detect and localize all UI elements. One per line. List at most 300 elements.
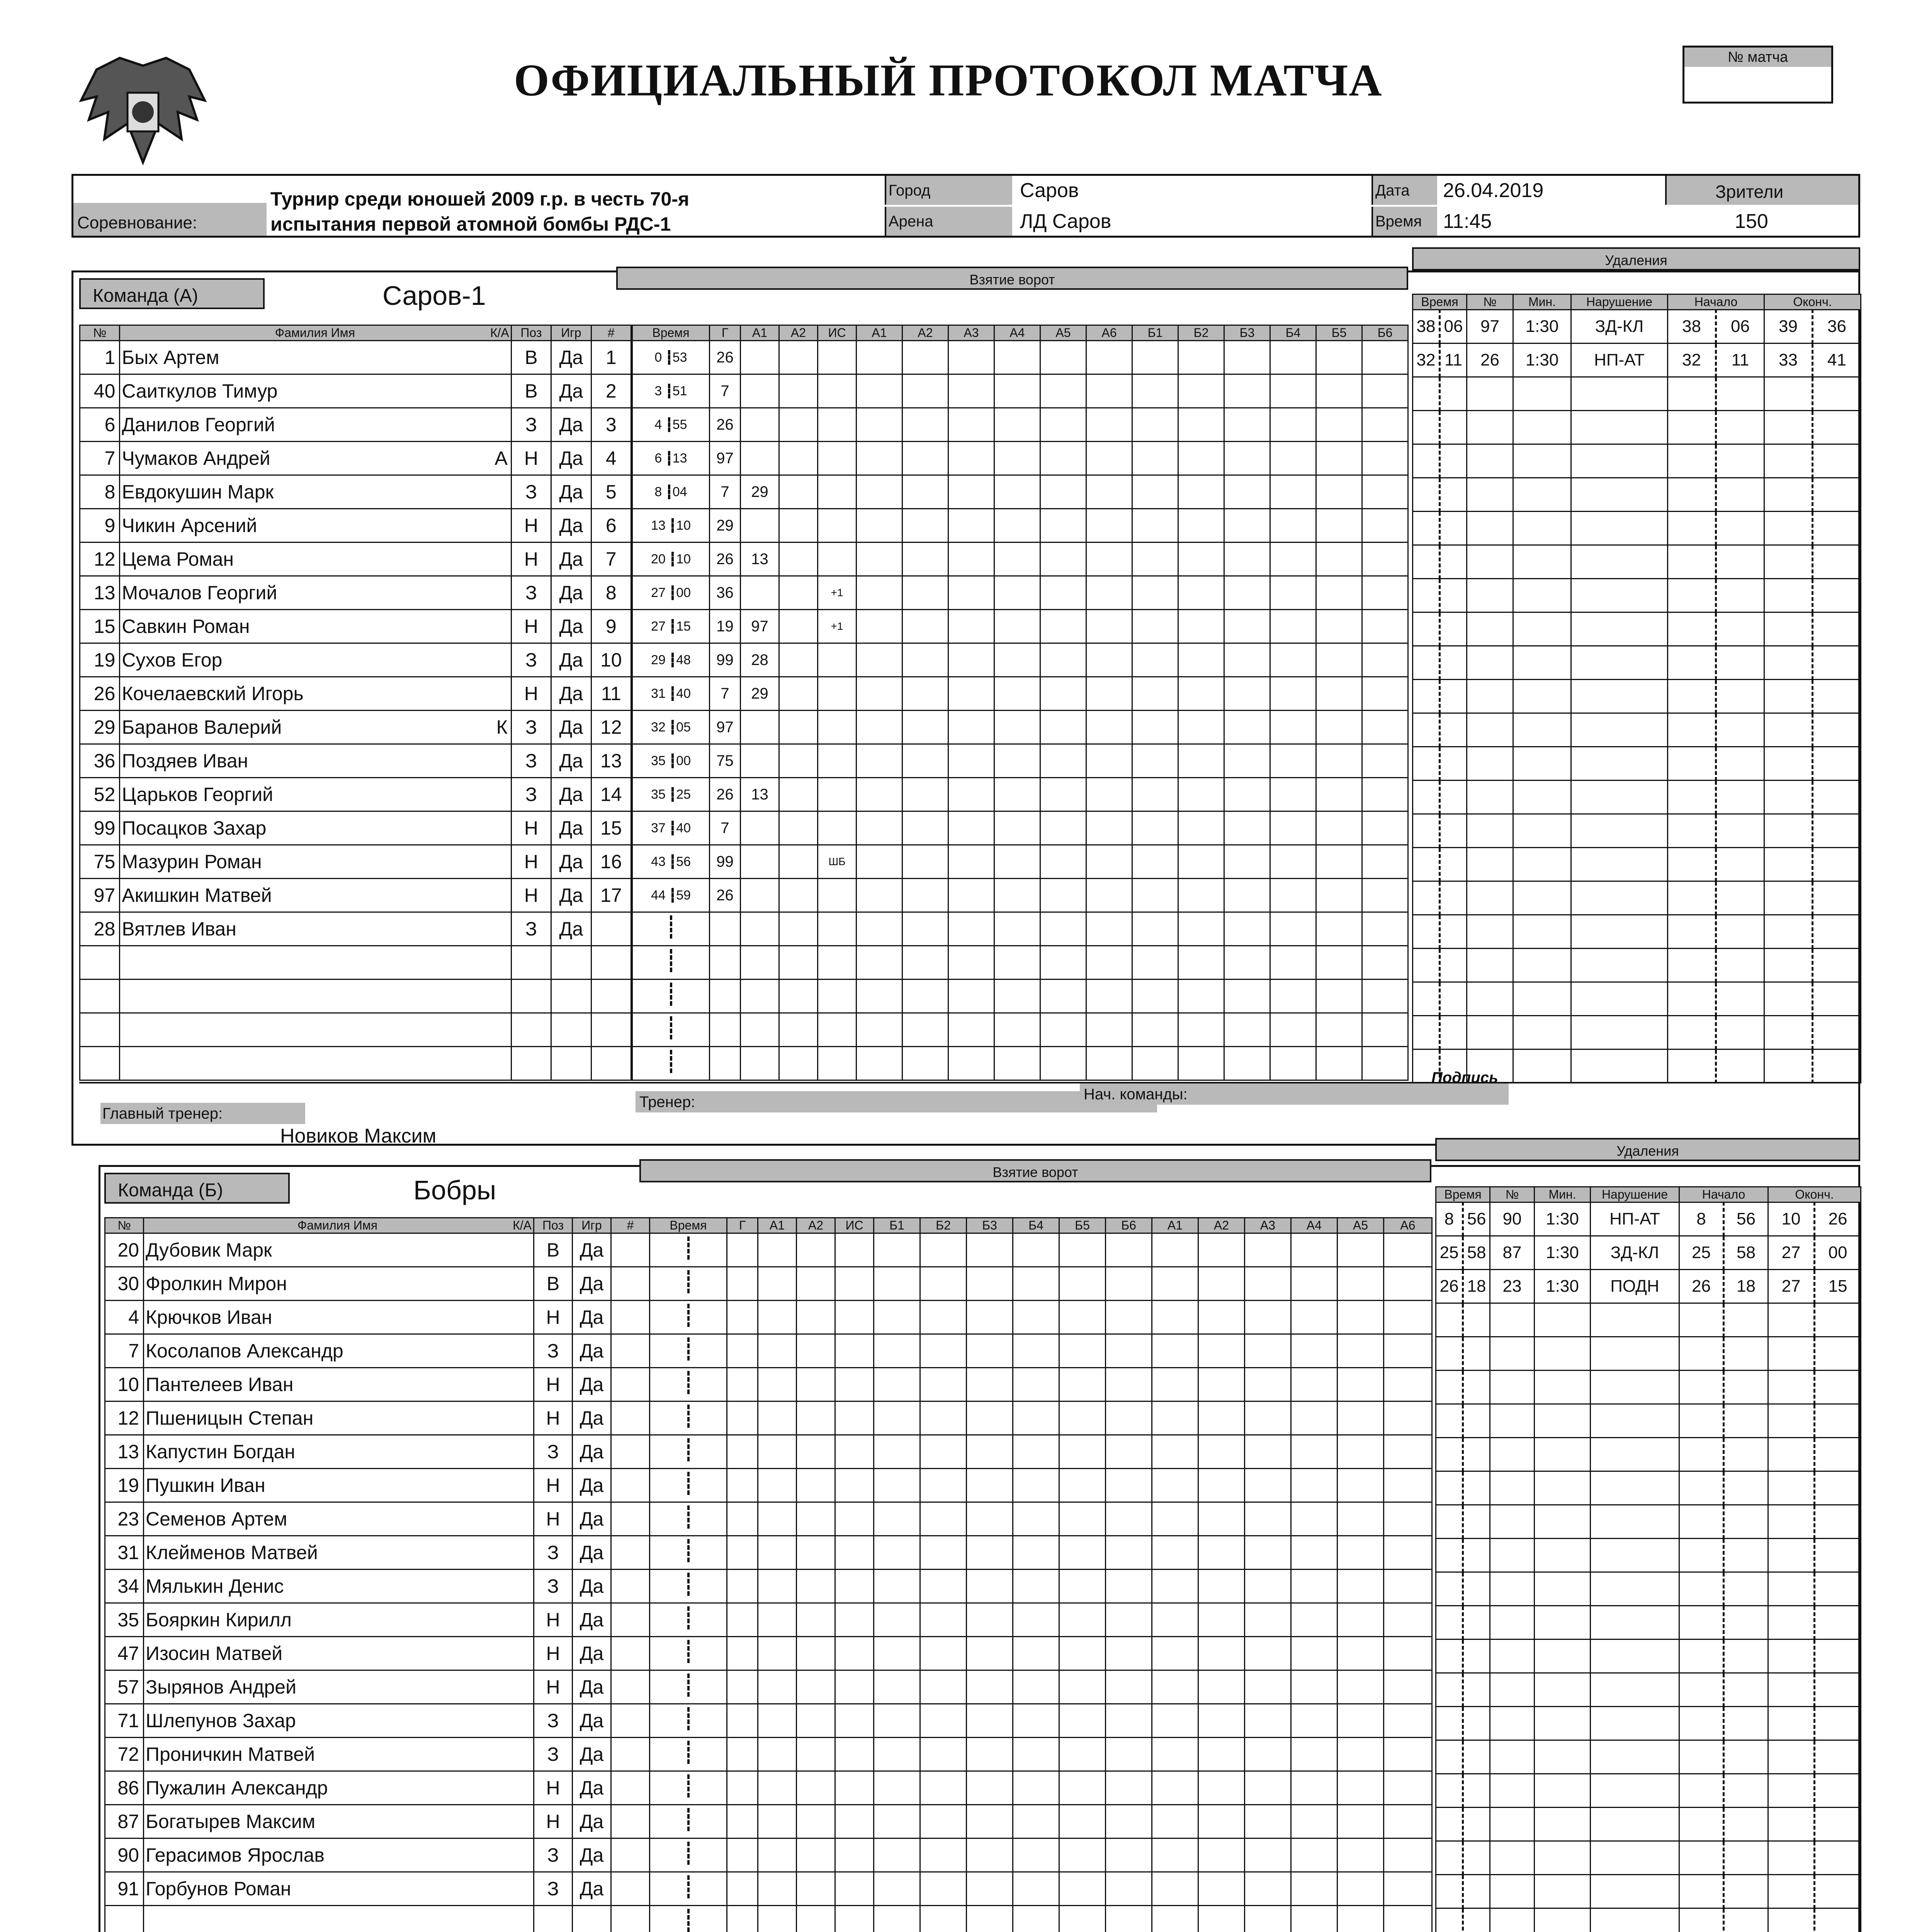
empty-cell (1413, 848, 1440, 881)
empty-cell (741, 980, 779, 1013)
onice-cell (1198, 1401, 1245, 1435)
player-name: Савкин Роман (122, 616, 250, 637)
onice-cell (1152, 1805, 1198, 1838)
onice-cell (1337, 1469, 1384, 1502)
penalty-row (1413, 344, 1861, 377)
onice-cell (1132, 543, 1178, 576)
onice-cell (1178, 912, 1224, 946)
onice-cell (1384, 1603, 1432, 1637)
empty-cell (1679, 1572, 1724, 1606)
player-number: 29 (80, 711, 120, 744)
player-name-cell (144, 1435, 534, 1469)
goal-row (650, 1805, 1432, 1838)
goal-min: 27 (651, 585, 666, 600)
goal-situation (818, 879, 857, 912)
empty-cell (1571, 579, 1668, 612)
onice-cell (1337, 1906, 1384, 1932)
empty-cell (758, 1401, 797, 1435)
player-plays: Да (573, 1603, 611, 1637)
empty-cell (1463, 1875, 1490, 1908)
onice-cell (902, 946, 948, 980)
onice-cell (1337, 1301, 1384, 1334)
onice-cell (967, 1233, 1013, 1267)
player-plays: Да (573, 1704, 611, 1738)
empty-cell (710, 1047, 741, 1080)
pen-start-min: 25 (1679, 1236, 1724, 1270)
team-a-signature-label: Подпись (1431, 1069, 1498, 1086)
onice-cell (1291, 1469, 1337, 1502)
time-sep (671, 585, 674, 600)
time-sep (687, 1774, 690, 1798)
goal-assist-1 (741, 811, 779, 845)
empty-cell (797, 1838, 835, 1872)
goal-hash-cell (611, 1368, 650, 1401)
empty-cell (1813, 781, 1861, 814)
goal-assist-2 (779, 778, 818, 811)
onice-cell (1013, 1704, 1059, 1738)
goal-row (650, 1637, 1432, 1670)
onice-cell (1384, 1233, 1432, 1267)
player-name-cell (120, 475, 511, 509)
onice-cell (902, 610, 948, 643)
onice-cell (1291, 1670, 1337, 1704)
player-name-cell (120, 374, 511, 408)
onice-cell (1013, 1334, 1059, 1368)
goal-situation (818, 643, 857, 677)
empty-cell (1764, 915, 1813, 949)
pen-length: 1:30 (1535, 1270, 1591, 1303)
goal-time (650, 1502, 727, 1536)
empty-cell (1571, 747, 1668, 781)
goal-h-is: ИС (818, 325, 857, 341)
match-number-label: № матча (1684, 48, 1831, 67)
onice-cell (1270, 1047, 1316, 1080)
empty-cell (1764, 444, 1813, 478)
empty-cell (1436, 1908, 1463, 1932)
pen-player: 97 (1467, 310, 1513, 344)
team-a-captain-label: Нач. команды: (1084, 1086, 1188, 1103)
empty-cell (1591, 1371, 1679, 1404)
player-position: Н (534, 1670, 573, 1704)
goal-time (632, 1047, 710, 1080)
player-position: Н (534, 1637, 573, 1670)
empty-cell (835, 1838, 874, 1872)
empty-cell (1724, 1539, 1768, 1572)
goal-time (650, 1670, 727, 1704)
penalty-row (1436, 1438, 1861, 1471)
pen-min-part: 8 (1436, 1202, 1463, 1236)
empty-cell (1815, 1673, 1861, 1707)
player-number: 12 (80, 543, 120, 576)
empty-cell (1679, 1875, 1724, 1908)
time-sep (671, 720, 674, 735)
empty-cell (1768, 1707, 1815, 1740)
empty-cell (1413, 377, 1440, 411)
empty-cell (1764, 545, 1813, 579)
onice-cell (1245, 1368, 1291, 1401)
onice-cell (874, 1805, 920, 1838)
empty-cell (835, 1401, 874, 1435)
goal-situation (818, 475, 857, 509)
goal-number: 4 (591, 442, 631, 475)
empty-cell (1571, 1049, 1668, 1083)
empty-cell (1513, 814, 1571, 848)
goal-hash-cell (611, 1233, 650, 1267)
goal-row (650, 1301, 1432, 1334)
onice-cell (874, 1301, 920, 1334)
player-plays: Да (551, 509, 591, 543)
penalty-row (1436, 1371, 1861, 1404)
player-position: З (534, 1872, 573, 1906)
empty-cell (1436, 1337, 1463, 1371)
empty-cell (1463, 1673, 1490, 1707)
empty-cell (1571, 848, 1668, 881)
onice-cell (902, 879, 948, 912)
empty-cell (1463, 1404, 1490, 1438)
empty-cell (1436, 1371, 1463, 1404)
goal-h-time: Время (632, 325, 710, 341)
onice-cell (1291, 1502, 1337, 1536)
onice-cell (967, 1838, 1013, 1872)
onice-cell (1337, 1368, 1384, 1401)
pen-start-min: 26 (1679, 1270, 1724, 1303)
empty-cell (1490, 1438, 1535, 1471)
player-name-cell (144, 1368, 534, 1401)
col-hash: # (591, 325, 631, 341)
player-position: З (511, 475, 551, 509)
onice-cell (1224, 442, 1270, 475)
empty-cell (835, 1334, 874, 1368)
empty-cell (1813, 612, 1861, 646)
col-ka-label: К/А (490, 326, 509, 340)
empty-cell (1463, 1471, 1490, 1505)
player-name-cell (144, 1603, 534, 1637)
team-b-pen-head (1436, 1187, 1861, 1202)
empty-cell (1764, 781, 1813, 814)
player-position: В (534, 1267, 573, 1301)
player-plays: Да (551, 677, 591, 711)
empty-cell (1436, 1404, 1463, 1438)
onice-cell (1224, 1013, 1270, 1047)
onice-cell (1013, 1637, 1059, 1670)
goal-situation (818, 811, 857, 845)
onice-cell (1059, 1368, 1106, 1401)
onice-h: Б3 (967, 1218, 1013, 1233)
onice-cell (1106, 1570, 1152, 1603)
onice-cell (1245, 1738, 1291, 1771)
onice-cell (920, 1469, 967, 1502)
roster-row (105, 1637, 650, 1670)
onice-cell (1106, 1838, 1152, 1872)
team-a-goals (632, 325, 1409, 1081)
onice-cell (1086, 677, 1132, 711)
penalty-row (1436, 1471, 1861, 1505)
player-position: З (511, 912, 551, 946)
empty-cell (1716, 814, 1764, 848)
onice-cell (1040, 576, 1086, 610)
penalty-row (1413, 680, 1861, 713)
empty-cell (1513, 747, 1571, 781)
onice-cell (1384, 1838, 1432, 1872)
onice-cell (1040, 543, 1086, 576)
goal-assist-1: 13 (741, 543, 779, 576)
pen-violation: ЗД-КЛ (1591, 1236, 1679, 1270)
onice-cell (1198, 1637, 1245, 1670)
roster-row (80, 610, 631, 643)
onice-cell (1059, 1838, 1106, 1872)
empty-cell (1535, 1539, 1591, 1572)
onice-cell (857, 509, 902, 543)
onice-cell (1106, 1267, 1152, 1301)
onice-cell (874, 1469, 920, 1502)
empty-cell (727, 1401, 758, 1435)
player-plays: Да (573, 1570, 611, 1603)
empty-cell (758, 1435, 797, 1469)
empty-cell (1535, 1337, 1591, 1371)
onice-cell (1245, 1838, 1291, 1872)
pen-violation: НП-АТ (1591, 1202, 1679, 1236)
empty-cell (797, 1670, 835, 1704)
onice-cell (948, 408, 994, 442)
roster-row-empty (80, 946, 631, 980)
onice-cell (994, 475, 1040, 509)
empty-cell (758, 1502, 797, 1536)
roster-row (80, 576, 631, 610)
roster-row (105, 1738, 650, 1771)
goal-number: 15 (591, 811, 631, 845)
goal-situation (818, 408, 857, 442)
player-position: Н (511, 442, 551, 475)
empty-cell (80, 1013, 120, 1047)
empty-cell (1815, 1471, 1861, 1505)
col-name-label: Фамилия Имя (275, 326, 355, 340)
goal-time (632, 374, 710, 408)
player-number: 47 (105, 1637, 144, 1670)
goal-hash-cell (611, 1267, 650, 1301)
empty-cell (1535, 1875, 1591, 1908)
player-number: 71 (105, 1704, 144, 1738)
onice-cell (1059, 1771, 1106, 1805)
empty-cell (741, 912, 779, 946)
onice-cell (1152, 1536, 1198, 1570)
empty-cell (710, 946, 741, 980)
empty-cell (1436, 1774, 1463, 1808)
empty-cell (727, 1738, 758, 1771)
empty-cell (1467, 848, 1513, 881)
empty-cell (1716, 881, 1764, 915)
empty-cell (835, 1233, 874, 1267)
onice-cell (1013, 1301, 1059, 1334)
onice-cell (1224, 475, 1270, 509)
goal-row (632, 778, 1408, 811)
player-position: З (511, 408, 551, 442)
empty-cell (1716, 579, 1764, 612)
onice-cell (920, 1771, 967, 1805)
goal-assist-1 (741, 845, 779, 879)
onice-h: Б5 (1316, 325, 1362, 341)
player-plays: Да (551, 643, 591, 677)
empty-cell (1668, 1016, 1716, 1049)
empty-cell (1591, 1875, 1679, 1908)
time-sep (671, 854, 674, 869)
empty-cell (727, 1233, 758, 1267)
goal-time (632, 744, 710, 778)
player-name: Герасимов Ярослав (146, 1844, 325, 1866)
empty-cell (797, 1502, 835, 1536)
onice-cell (1337, 1334, 1384, 1368)
empty-cell (1490, 1908, 1535, 1932)
time-sep (670, 949, 672, 972)
onice-cell (1106, 1805, 1152, 1838)
onice-cell (1224, 643, 1270, 677)
empty-cell (1571, 915, 1668, 949)
empty-cell (1679, 1740, 1724, 1774)
player-name-cell (144, 1738, 534, 1771)
goal-situation (818, 509, 857, 543)
onice-cell (1132, 1047, 1178, 1080)
onice-cell (920, 1267, 967, 1301)
time-sep (671, 653, 674, 667)
player-number: 28 (80, 912, 120, 946)
onice-cell (1316, 374, 1362, 408)
onice-cell (948, 711, 994, 744)
player-name-cell (144, 1805, 534, 1838)
pen-min-part: 38 (1413, 310, 1440, 344)
onice-cell (1040, 912, 1086, 946)
onice-cell (857, 643, 902, 677)
empty-cell (1813, 1049, 1861, 1083)
onice-cell (1152, 1570, 1198, 1603)
player-name-cell (120, 677, 511, 711)
goal-row (632, 442, 1408, 475)
onice-cell (1040, 677, 1086, 711)
onice-cell (1040, 1047, 1086, 1080)
onice-cell (1040, 811, 1086, 845)
empty-cell (1436, 1539, 1463, 1572)
pen-h-time: Время (1413, 294, 1467, 310)
onice-cell (920, 1603, 967, 1637)
goal-row (650, 1771, 1432, 1805)
pen-end-min: 33 (1764, 344, 1813, 377)
onice-cell (857, 475, 902, 509)
onice-cell (1316, 778, 1362, 811)
player-position: З (511, 711, 551, 744)
onice-h: А4 (1291, 1218, 1337, 1233)
player-name-cell (144, 1872, 534, 1906)
onice-cell (1224, 946, 1270, 980)
onice-cell (1132, 1013, 1178, 1047)
player-name: Дубовик Марк (146, 1239, 272, 1261)
empty-cell (1513, 713, 1571, 747)
onice-cell (902, 509, 948, 543)
pen-min-part: 26 (1436, 1270, 1463, 1303)
player-plays: Да (573, 1838, 611, 1872)
onice-cell (1040, 475, 1086, 509)
empty-cell (1768, 1337, 1815, 1371)
player-position: Н (534, 1368, 573, 1401)
pen-start-sec: 11 (1716, 344, 1764, 377)
onice-cell (1291, 1334, 1337, 1368)
onice-cell (1152, 1401, 1198, 1435)
col-ka-label: К/А (513, 1218, 532, 1232)
onice-cell (1106, 1301, 1152, 1334)
onice-cell (920, 1502, 967, 1536)
empty-cell (758, 1233, 797, 1267)
onice-h: А5 (1337, 1218, 1384, 1233)
empty-cell (1467, 680, 1513, 713)
goal-row (632, 610, 1408, 643)
onice-cell (1040, 980, 1086, 1013)
time-sep (670, 1050, 672, 1073)
onice-cell (920, 1368, 967, 1401)
goal-hash-cell (611, 1435, 650, 1469)
empty-cell (1724, 1740, 1768, 1774)
empty-cell (1815, 1740, 1861, 1774)
empty-cell (1724, 1875, 1768, 1908)
onice-cell (1245, 1906, 1291, 1932)
empty-cell (1535, 1740, 1591, 1774)
onice-cell (1152, 1301, 1198, 1334)
empty-cell (120, 946, 511, 980)
onice-cell (1152, 1838, 1198, 1872)
player-plays: Да (573, 1401, 611, 1435)
onice-cell (874, 1771, 920, 1805)
onice-cell (1013, 1401, 1059, 1435)
onice-cell (920, 1906, 967, 1932)
onice-cell (857, 778, 902, 811)
onice-cell (994, 509, 1040, 543)
empty-cell (1571, 444, 1668, 478)
goal-row (650, 1401, 1432, 1435)
empty-cell (1813, 747, 1861, 781)
goal-min: 3 (654, 383, 662, 398)
onice-cell (1224, 509, 1270, 543)
empty-cell (1815, 1337, 1861, 1371)
empty-cell (835, 1872, 874, 1906)
onice-cell (1224, 845, 1270, 879)
empty-cell (1591, 1337, 1679, 1371)
onice-cell (1106, 1502, 1152, 1536)
goal-assist-2 (779, 509, 818, 543)
empty-cell (1716, 646, 1764, 680)
empty-cell (1513, 1016, 1571, 1049)
goal-time (632, 811, 710, 845)
empty-cell (1716, 982, 1764, 1016)
empty-cell (1813, 1016, 1861, 1049)
onice-cell (967, 1502, 1013, 1536)
onice-cell (1178, 543, 1224, 576)
player-number: 4 (105, 1301, 144, 1334)
empty-cell (1679, 1606, 1724, 1639)
onice-cell (1013, 1603, 1059, 1637)
empty-cell (611, 1906, 650, 1932)
empty-cell (1815, 1404, 1861, 1438)
goal-time (650, 1401, 727, 1435)
empty-cell (1535, 1606, 1591, 1639)
onice-cell (1245, 1536, 1291, 1570)
player-plays: Да (573, 1267, 611, 1301)
onice-cell (874, 1536, 920, 1570)
empty-cell (1490, 1639, 1535, 1673)
onice-cell (874, 1603, 920, 1637)
empty-cell (1440, 411, 1467, 444)
goal-scorer: 26 (710, 543, 741, 576)
goal-row (632, 980, 1408, 1013)
goal-hash-cell (611, 1401, 650, 1435)
penalty-row (1413, 814, 1861, 848)
penalty-row (1413, 545, 1861, 579)
onice-cell (902, 845, 948, 879)
